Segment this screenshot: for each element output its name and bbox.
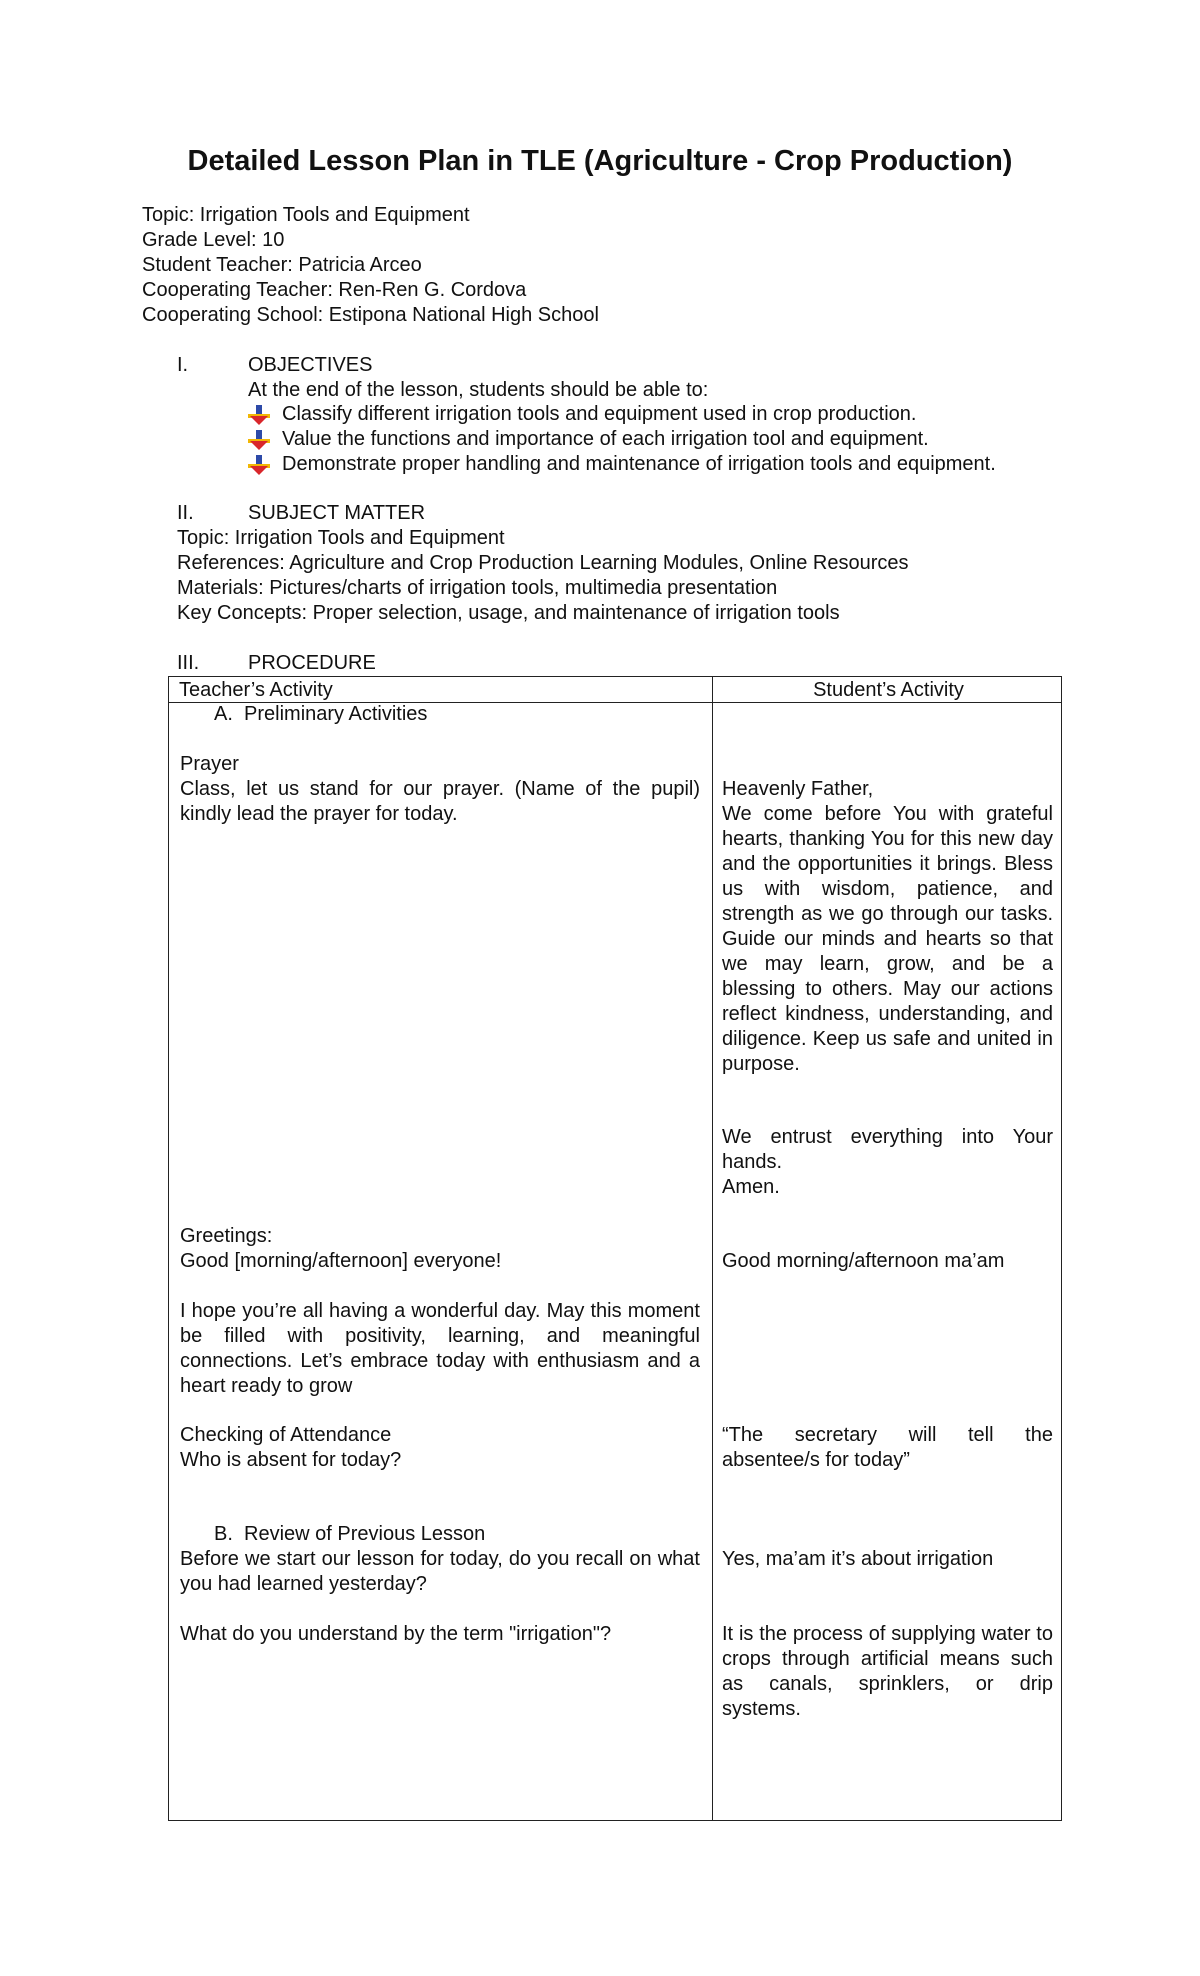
subject-references: References: Agriculture and Crop Production Learning Modules, Online Resources (177, 552, 909, 574)
greetings-student-response: Good morning/afternoon ma’am (722, 1250, 1005, 1272)
objectives-title: OBJECTIVES (248, 354, 373, 376)
review-student-answer-2: It is the process of supplying water to crops through artificial means such as canals, sprinklers, or drip systems. (722, 1623, 1053, 1720)
column-divider (712, 677, 713, 1820)
attendance-label: Checking of Attendance (180, 1424, 392, 1446)
list-item (248, 452, 996, 477)
subject-matter-heading (177, 501, 425, 526)
prayer-student-entrust: We entrust everything into Your hands. (722, 1126, 1053, 1173)
subject-matter-lines (177, 526, 909, 626)
procedure-heading (177, 651, 376, 676)
greetings-teacher-line: Good [morning/afternoon] everyone! (180, 1250, 502, 1272)
prayer-student-body: We come before You with grateful hearts, thanking You for this new day and the opportunities it brings. Bless us with wisdom, patience, and strength as we go through our tasks. Guide our minds and hearts so that we may learn, grow, and be a blessing to others. May our actions reflect kindness, understanding, and diligence. Keep us safe and united in purpose. (722, 803, 1053, 1075)
review-teacher-question-2: What do you understand by the term "irrigation"? (180, 1623, 612, 1645)
page-title: Detailed Lesson Plan in TLE (Agriculture - Crop Production) (187, 145, 1013, 177)
header-grade-level: Grade Level: 10 (142, 229, 285, 251)
subject-materials: Materials: Pictures/charts of irrigation tools, multimedia presentation (177, 577, 778, 599)
preliminary-label: Preliminary Activities (244, 703, 428, 725)
subject-matter-number: II. (177, 502, 194, 524)
prayer-teacher-text: Class, let us stand for our prayer. (Name of the pupil) kindly lead the prayer for today. (180, 778, 700, 825)
list-item (248, 427, 996, 452)
procedure-number: III. (177, 652, 200, 674)
header-student-teacher: Student Teacher: Patricia Arceo (142, 254, 422, 276)
arrow-bullet-icon (248, 455, 270, 475)
lesson-header-info (142, 203, 599, 328)
subject-topic: Topic: Irrigation Tools and Equipment (177, 527, 505, 549)
objectives-number: I. (177, 354, 189, 376)
prayer-label: Prayer (180, 753, 239, 775)
greetings-label: Greetings: (180, 1225, 273, 1247)
objective-text: Value the functions and importance of each irrigation tool and equipment. (282, 428, 929, 450)
objectives-heading (177, 353, 372, 378)
student-activity-header: Student’s Activity (813, 679, 964, 701)
procedure-table (168, 676, 1062, 1821)
preliminary-activities-heading (214, 702, 427, 727)
preliminary-letter: A. (214, 703, 233, 725)
subject-matter-title: SUBJECT MATTER (248, 502, 426, 524)
teacher-activity-header: Teacher’s Activity (179, 679, 333, 701)
procedure-title: PROCEDURE (248, 652, 376, 674)
review-label: Review of Previous Lesson (244, 1523, 486, 1545)
review-teacher-question-1: Before we start our lesson for today, do you recall on what you had learned yesterday? (180, 1548, 700, 1595)
attendance-student-line-1: “The secretary will tell the (722, 1424, 1053, 1446)
subject-key-concepts: Key Concepts: Proper selection, usage, and maintenance of irrigation tools (177, 602, 840, 624)
prayer-student-amen: Amen. (722, 1176, 780, 1198)
attendance-student-line-2: absentee/s for today” (722, 1449, 910, 1471)
list-item (248, 402, 996, 427)
review-letter: B. (214, 1523, 233, 1545)
header-cooperating-school: Cooperating School: Estipona National High School (142, 304, 599, 326)
header-topic: Topic: Irrigation Tools and Equipment (142, 204, 470, 226)
prayer-student-opening: Heavenly Father, (722, 778, 874, 800)
attendance-teacher-question: Who is absent for today? (180, 1449, 402, 1471)
objective-text: Classify different irrigation tools and equipment used in crop production. (282, 403, 917, 425)
objectives-intro: At the end of the lesson, students should be able to: (248, 379, 709, 401)
review-heading (214, 1522, 485, 1547)
arrow-bullet-icon (248, 430, 270, 450)
header-cooperating-teacher: Cooperating Teacher: Ren-Ren G. Cordova (142, 279, 527, 301)
greetings-teacher-paragraph: I hope you’re all having a wonderful day. May this moment be filled with positivity, learning, and meaningful connections. Let’s embrace today with enthusiasm and a heart ready to grow (180, 1300, 700, 1397)
review-student-answer-1: Yes, ma’am it’s about irrigation (722, 1548, 994, 1570)
objectives-list (248, 402, 996, 477)
objective-text: Demonstrate proper handling and maintenance of irrigation tools and equipment. (282, 453, 996, 475)
arrow-bullet-icon (248, 405, 270, 425)
